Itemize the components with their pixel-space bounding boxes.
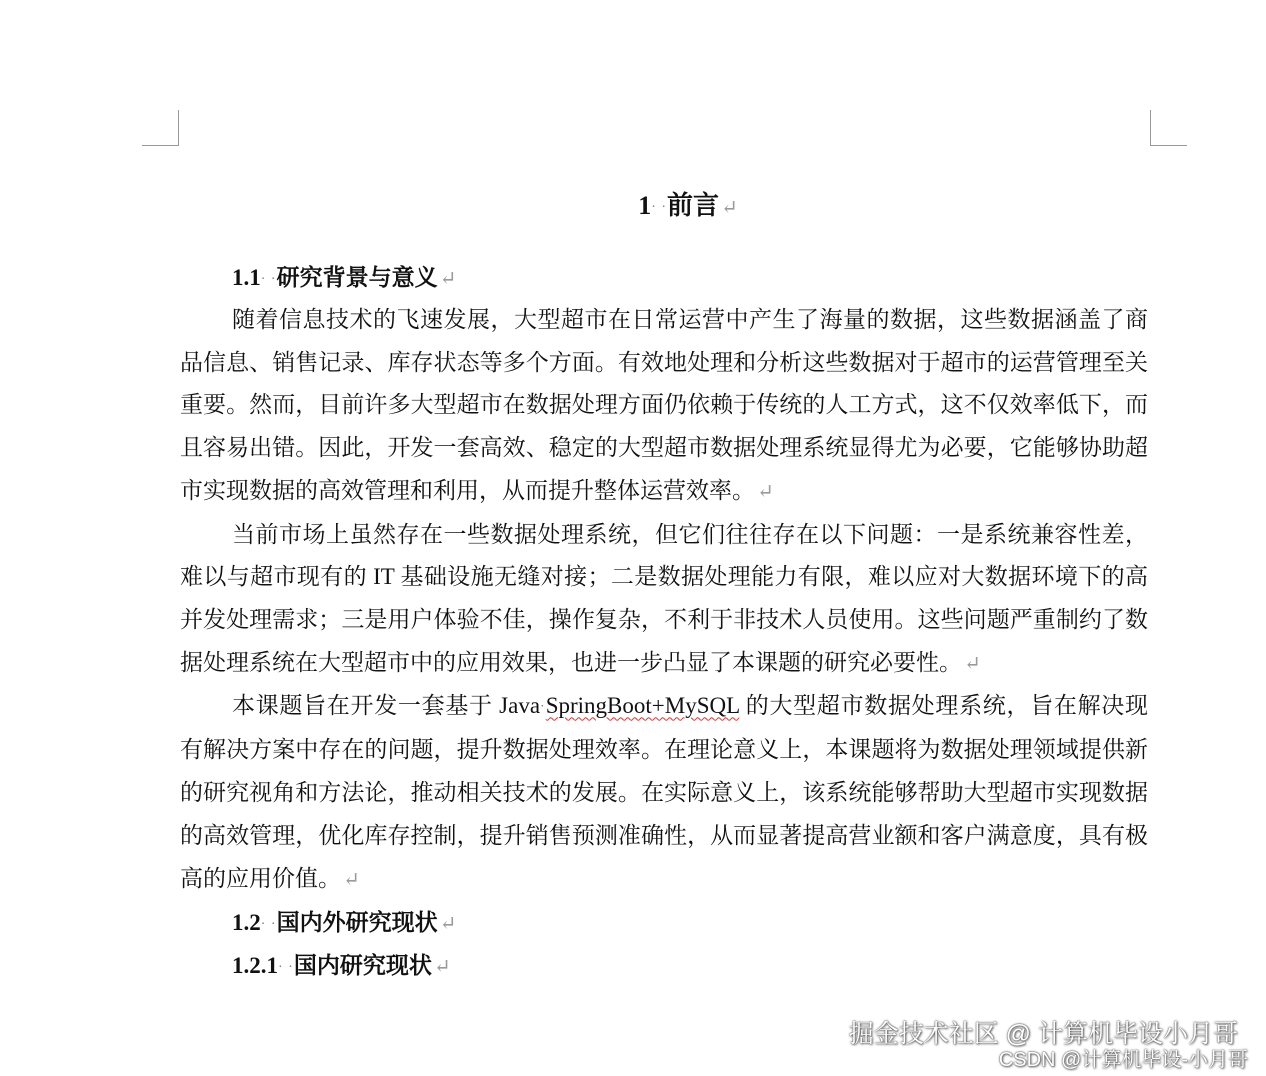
paragraph: [180, 514, 1148, 686]
section-heading-1-2: [180, 901, 1148, 944]
paragraph-text: 本课题旨在开发一套基于 Java: [232, 693, 541, 719]
space-marks: · ·: [260, 272, 277, 288]
crop-mark-top-left: [178, 110, 179, 146]
section-title: 国内外研究现状: [276, 910, 438, 936]
paragraph: [180, 685, 1148, 901]
crop-mark-top-right: [1150, 110, 1151, 146]
paragraph-text: 当前市场上虽然存在一些数据处理系统，但它们往往存在以下问题：一是系统兼容性差，难以与超市现有的 IT 基础设施无缝对接；二是数据处理能力有限，难以应对大数据环境下的高并发处理需求；三是用户体验不佳，操作复杂，不利于非技术人员使用。这些问题严重制约了数据处理系统在大型超市中的应用效果，也进一步凸显了本课题的研究必要性。: [180, 521, 1148, 675]
section-title: 国内研究现状: [293, 953, 432, 979]
space-mark: ·: [540, 699, 546, 715]
juejin-watermark: 掘金技术社区 @ 计算机毕设小月哥: [848, 1020, 1238, 1048]
chapter-heading: [180, 180, 1148, 232]
section-heading-1-1: [180, 256, 1148, 299]
csdn-watermark: CSDN @计算机毕设-小月哥: [998, 1049, 1248, 1071]
section-number: 1.2: [232, 910, 261, 936]
space-marks: · ·: [278, 960, 294, 976]
paragraph-mark-icon: ↵: [721, 197, 738, 219]
paragraph-mark-icon: ↵: [964, 652, 981, 675]
chapter-number: 1: [638, 191, 652, 220]
document-body: [180, 180, 1148, 987]
space-marks: · ·: [651, 200, 668, 216]
chapter-title: 前言: [667, 191, 720, 220]
space-marks: · ·: [260, 917, 277, 933]
paragraph-mark-icon: ↵: [757, 480, 774, 503]
paragraph-mark-icon: ↵: [343, 868, 360, 891]
section-title: 研究背景与意义: [276, 265, 438, 290]
paragraph-mark-icon: ↵: [439, 913, 457, 936]
section-number: 1.1: [232, 265, 261, 290]
section-number: 1.2.1: [232, 953, 278, 979]
paragraph-mark-icon: ↵: [433, 956, 451, 979]
crop-mark-top-right: [1150, 145, 1187, 146]
crop-mark-top-left: [142, 145, 179, 146]
paragraph-text: 随着信息技术的飞速发展，大型超市在日常运营中产生了海量的数据，这些数据涵盖了商品信息、销售记录、库存状态等多个方面。有效地处理和分析这些数据对于超市的运营管理至关重要。然而，目前许多大型超市在数据处理方面仍依赖于传统的人工方式，这不仅效率低下，而且容易出错。因此，开发一套高效、稳定的大型超市数据处理系统显得尤为必要，它能够协助超市实现数据的高效管理和利用，从而提升整体运营效率。: [180, 307, 1148, 503]
paragraph-text: 的大型超市数据处理系统，旨在解决现有解决方案中存在的问题，提升数据处理效率。在理论意义上，本课题将为数据处理领域提供新的研究视角和方法论，推动相关技术的发展。在实际意义上，该系统能够帮助大型超市实现数据的高效管理，优化库存控制，提升销售预测准确性，从而显著提高营业额和客户满意度，具有极高的应用价值。: [180, 693, 1148, 891]
paragraph: [180, 299, 1148, 514]
spellcheck-term: SpringBoot+MySQL: [545, 693, 740, 719]
section-heading-1-2-1: [180, 944, 1148, 987]
paragraph-mark-icon: ↵: [439, 268, 457, 290]
